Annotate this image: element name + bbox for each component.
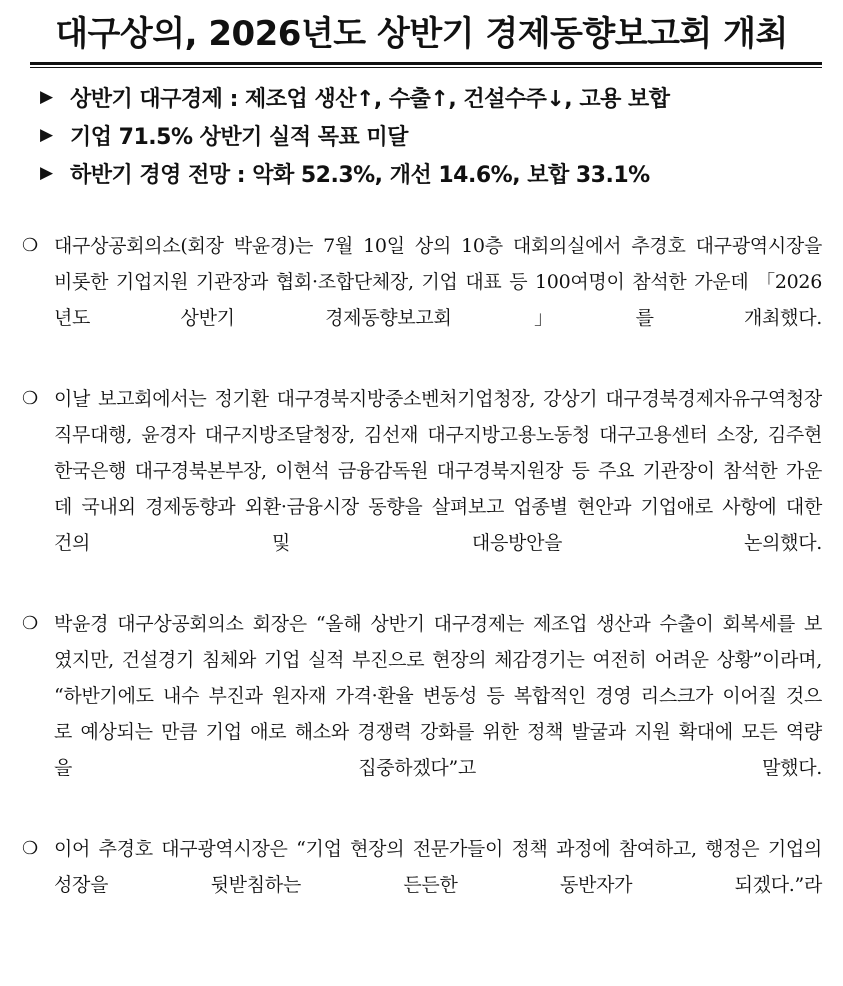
highlight-text: 기업 71.5% 상반기 실적 목표 미달: [70, 124, 408, 150]
triangle-right-icon: ▶: [40, 163, 53, 183]
title-rule-thick: [30, 62, 822, 65]
triangle-right-icon: ▶: [40, 125, 53, 145]
circle-bullet-icon: ❍: [22, 235, 39, 256]
body-paragraphs: [22, 228, 822, 948]
paragraph: [22, 381, 822, 561]
triangle-right-icon: ▶: [40, 87, 53, 107]
paragraph-text: 대구상공회의소(회장 박윤경)는 7월 10일 상의 10층 대회의실에서 추경호 대구광역시장을 비롯한 기업지원 기관장과 협회·조합단체장, 기업 대표 등 100여명이 참석한 가운데 「2026년도 상반기 경제동향보고회」를 개최했다.: [54, 235, 822, 329]
document-title: 대구상의, 2026년도 상반기 경제동향보고회 개최: [55, 14, 788, 54]
highlight-text: 하반기 경영 전망 : 악화 52.3%, 개선 14.6%, 보합 33.1%: [70, 162, 650, 188]
paragraph-text: 박윤경 대구상공회의소 회장은 “올해 상반기 대구경제는 제조업 생산과 수출이 회복세를 보였지만, 건설경기 침체와 기업 실적 부진으로 현장의 체감경기는 여전히 어려운 상황”이라며, “하반기에도 내수 부진과 원자재 가격·환율 변동성 등 복합적인 경영 리스크가 이어질 것으로 예상되는 만큼 기업 애로 해소와 경쟁력 강화를 위한 정책 발굴과 지원 확대에 모든 역량을 집중하겠다”고 말했다.: [54, 613, 822, 779]
circle-bullet-icon: ❍: [22, 388, 39, 409]
paragraph-text: 이날 보고회에서는 정기환 대구경북지방중소벤처기업청장, 강상기 대구경북경제자유구역청장 직무대행, 윤경자 대구지방조달청장, 김선재 대구지방고용노동청 대구고용센터 소장, 김주현 한국은행 대구경북본부장, 이현석 금융감독원 대구경북지원장 등 주요 기관장이 참석한 가운데 국내외 경제동향과 외환·금융시장 동향을 살펴보고 업종별 현안과 기업애로 사항에 대한 건의 및 대응방안을 논의했다.: [54, 388, 822, 554]
highlight-text: 상반기 대구경제 : 제조업 생산↑, 수출↑, 건설수주↓, 고용 보합: [70, 86, 670, 112]
highlights-list: [40, 78, 830, 192]
paragraph: [22, 228, 822, 336]
highlight-item: [40, 78, 830, 116]
circle-bullet-icon: ❍: [22, 838, 39, 859]
highlight-item: [40, 154, 830, 192]
paragraph-text: 이어 추경호 대구광역시장은 “기업 현장의 전문가들이 정책 과정에 참여하고, 행정은 기업의 성장을 뒷받침하는 든든한 동반자가 되겠다.”라: [54, 838, 822, 896]
paragraph: [22, 606, 822, 786]
highlight-item: [40, 116, 830, 154]
paragraph: [22, 831, 822, 903]
circle-bullet-icon: ❍: [22, 613, 39, 634]
title-rule-thin: [30, 67, 822, 68]
